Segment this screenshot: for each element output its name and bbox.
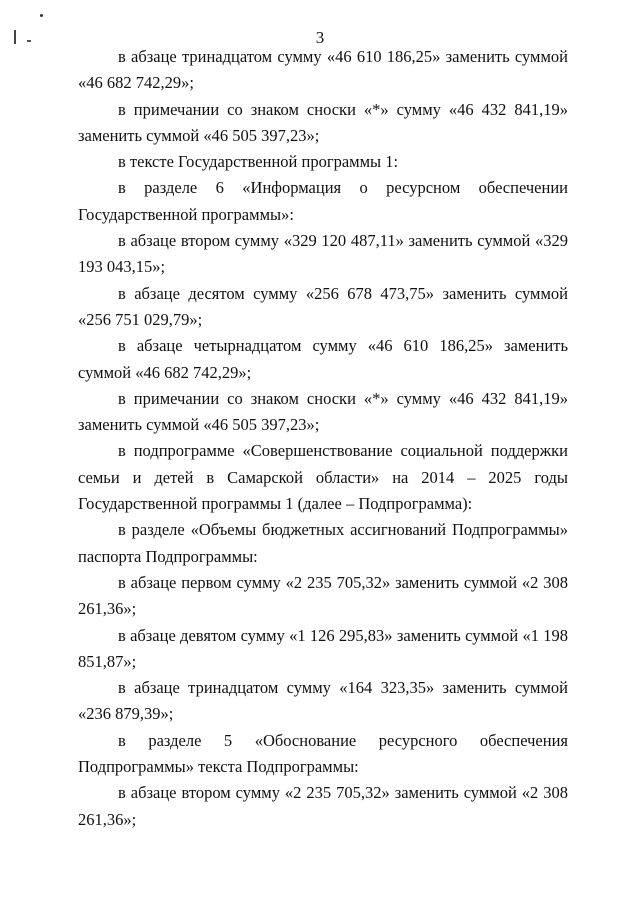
paragraph: в абзаце тринадцатом сумму «164 323,35» заменить суммой «236 879,39»; xyxy=(78,678,568,724)
paragraph: в примечании со знаком сноски «*» сумму «46 432 841,19» заменить суммой «46 505 397,23»; xyxy=(78,99,568,145)
paragraph: в примечании со знаком сноски «*» сумму «46 432 841,19» заменить суммой «46 505 397,23»; xyxy=(78,388,568,435)
paragraph: в разделе 5 «Обоснование ресурсного обеспечения Подпрограммы» текста Подпрограммы: xyxy=(78,730,568,777)
paragraph: в абзаце втором сумму «2 235 705,32» заменить суммой «2 308 261,36»; xyxy=(78,783,568,829)
document-body xyxy=(78,44,568,833)
paragraph: в абзаце четырнадцатом сумму «46 610 186,25» заменить суммой «46 682 742,29»; xyxy=(78,336,568,382)
paragraph: в абзаце девятом сумму «1 126 295,83» заменить суммой «1 198 851,87»; xyxy=(78,625,568,671)
paragraph: в тексте Государственной программы 1: xyxy=(118,152,399,172)
paragraph: в подпрограмме «Совершенствование социальной поддержки семьи и детей в Самарской области» на 2014 – 2025 годы Государственной программы 1 (далее – Подпрограмма): xyxy=(78,441,568,514)
paragraph: в абзаце десятом сумму «256 678 473,75» заменить суммой «256 751 029,79»; xyxy=(78,283,568,329)
paragraph: в разделе «Объемы бюджетных ассигнований Подпрограммы» паспорта Подпрограммы: xyxy=(78,520,568,566)
paragraph: в разделе 6 «Информация о ресурсном обеспечении Государственной программы»: xyxy=(78,178,568,224)
scan-speck xyxy=(40,14,43,17)
paragraph: в абзаце тринадцатом сумму «46 610 186,25» заменить суммой «46 682 742,29»; xyxy=(78,47,568,93)
paragraph: в абзаце втором сумму «329 120 487,11» заменить суммой «329 193 043,15»; xyxy=(78,231,568,277)
page-number: 3 xyxy=(315,28,325,47)
paragraph: в абзаце первом сумму «2 235 705,32» заменить суммой «2 308 261,36»; xyxy=(78,572,568,619)
